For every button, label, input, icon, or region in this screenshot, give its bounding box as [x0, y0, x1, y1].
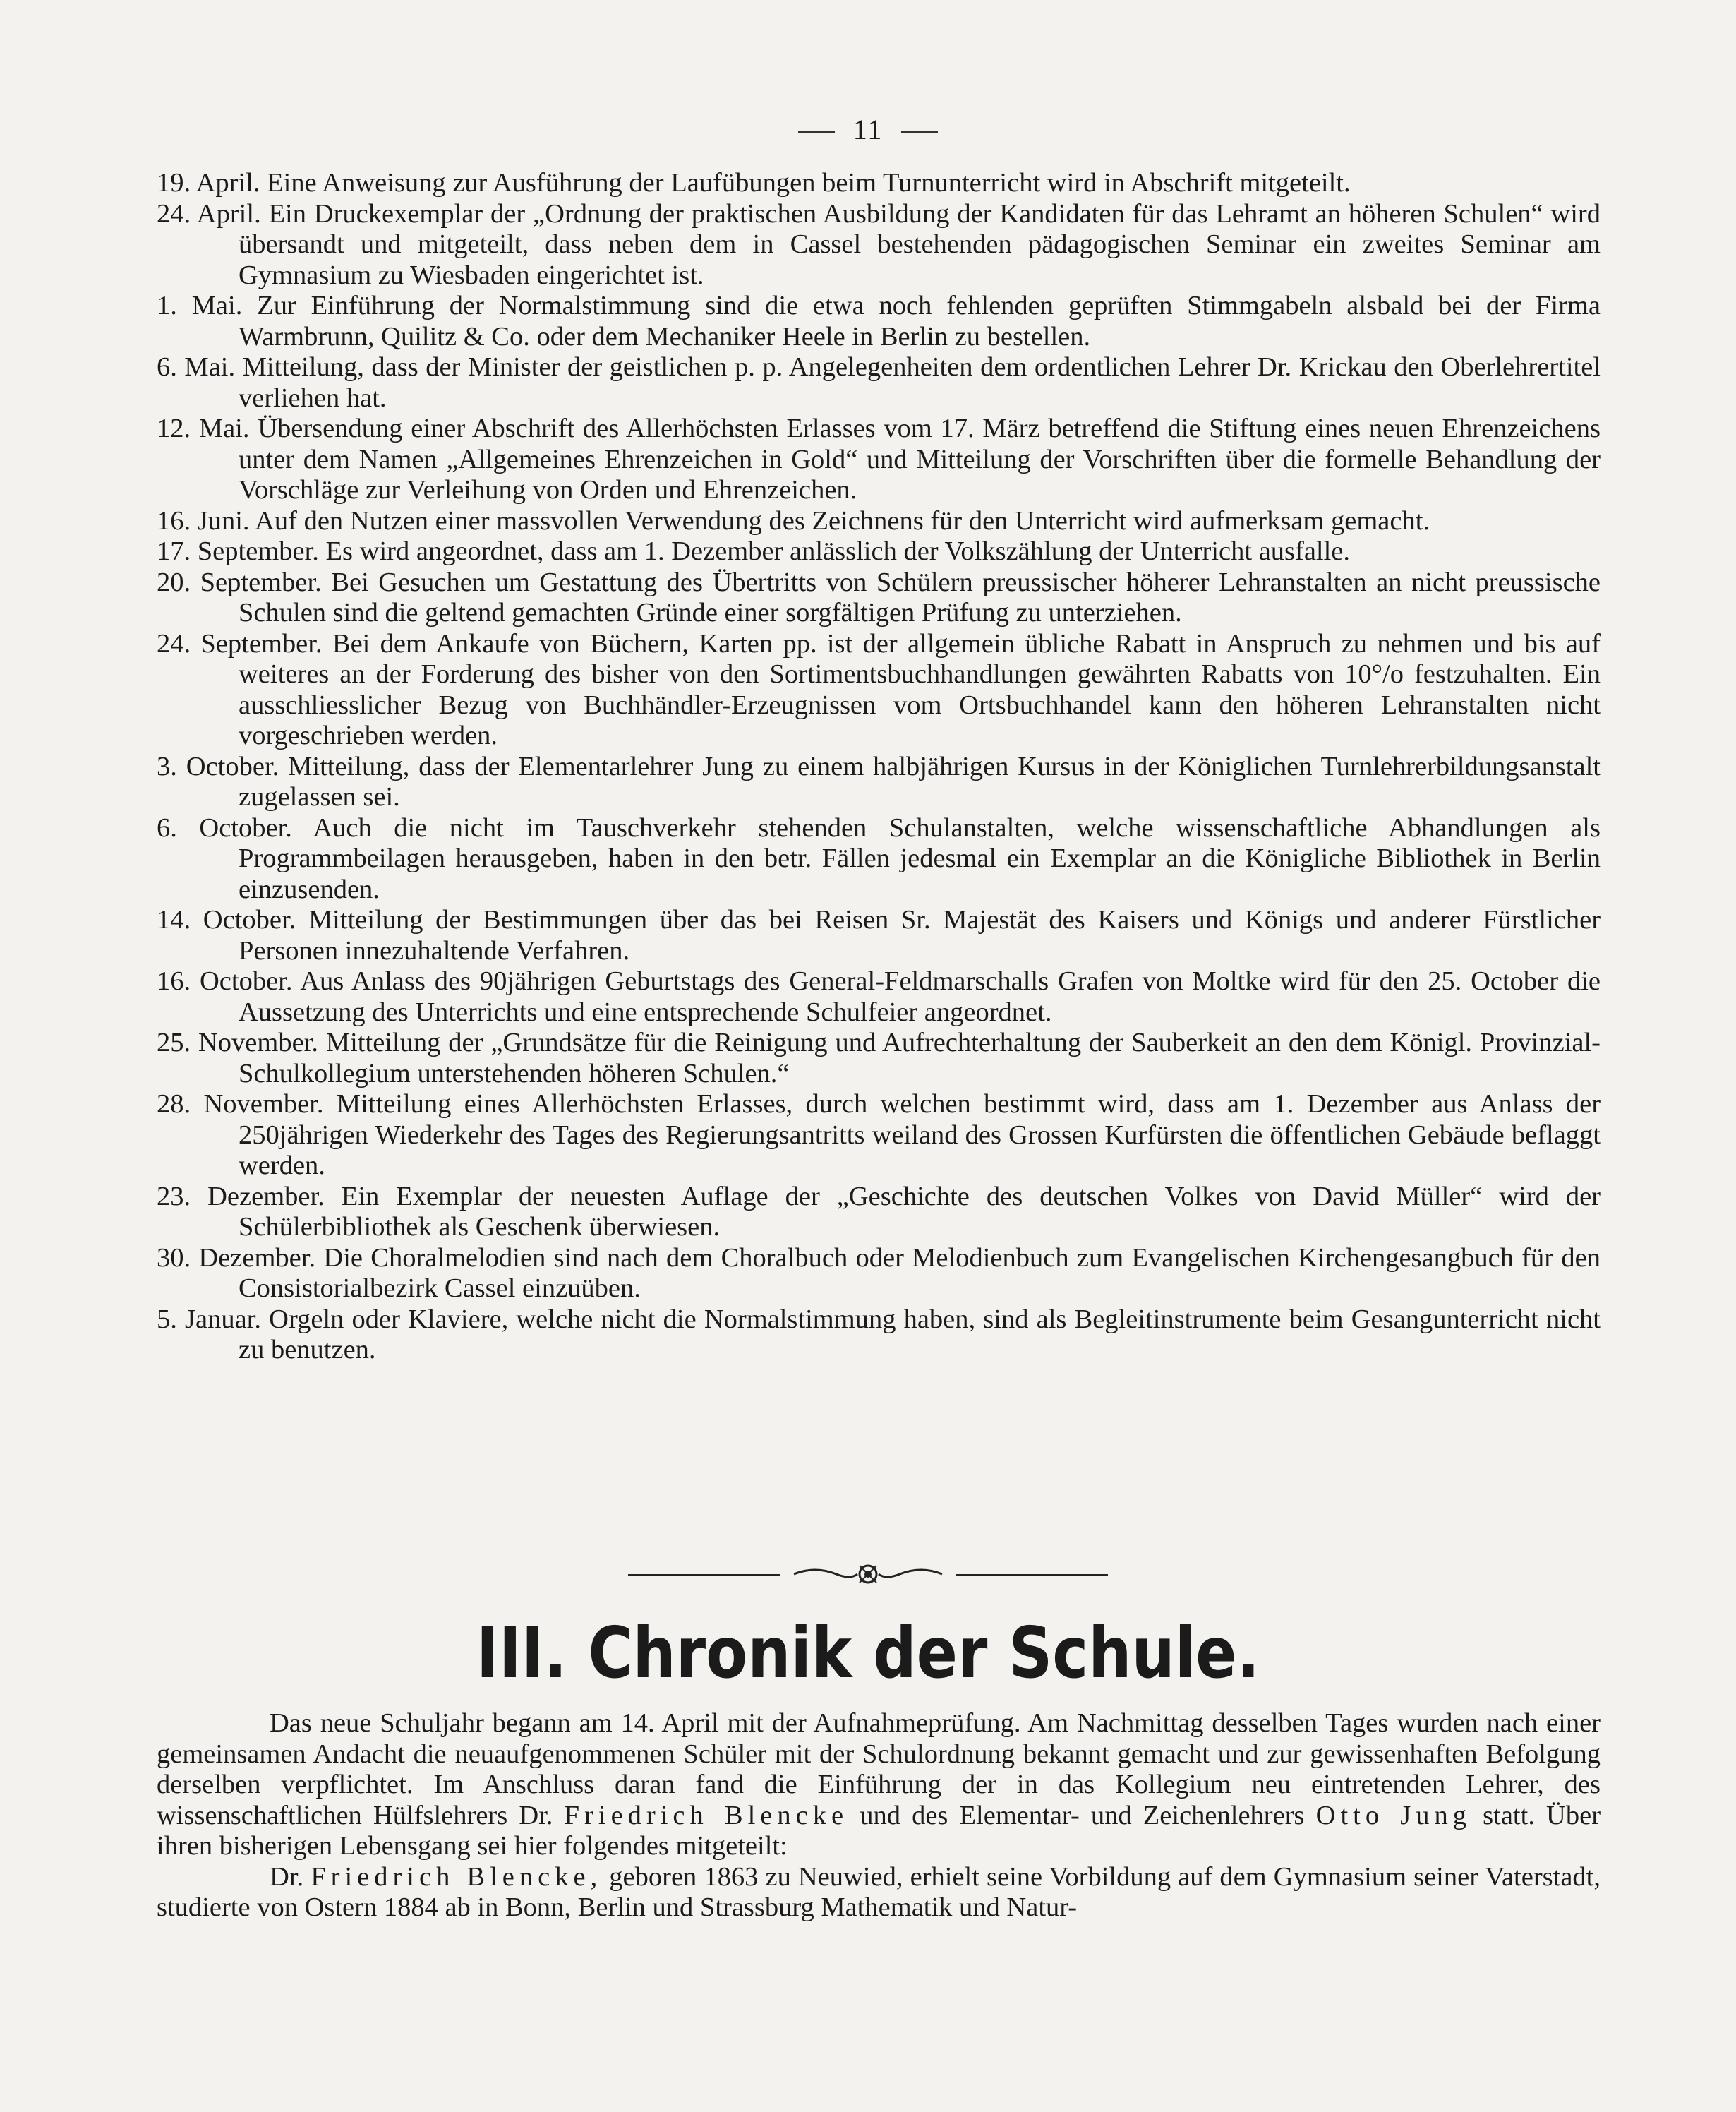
- page-number: [0, 113, 1736, 146]
- decree-entry: [157, 199, 1601, 292]
- decree-entry: [157, 905, 1601, 966]
- ornament-divider: [628, 1560, 1108, 1588]
- chronicle-p2-part-a: Dr.: [270, 1861, 304, 1892]
- decree-text: Aus Anlass des 90jährigen Geburtstags des General-Feldmarschalls Grafen von Moltke wird für den 25. October die Aussetzung des Unterrichts und eine entsprechende Schulfeier angeordnet.: [239, 966, 1601, 1027]
- chronicle-paragraph-2: [157, 1862, 1601, 1924]
- decree-text: Mitteilung, dass der Elementarlehrer Jung zu einem halbjährigen Kursus in der Königlichen Turnlehrerbildungsanstalt zugelassen sei.: [239, 751, 1601, 812]
- page-number-dash-right: [901, 131, 938, 133]
- decree-entry: [157, 1182, 1601, 1243]
- decree-date: 5. Januar.: [157, 1304, 261, 1334]
- decree-entry: [157, 1304, 1601, 1366]
- decree-entry: [157, 414, 1601, 506]
- decree-text: Mitteilung, dass der Minister der geistlichen p. p. Angelegenheiten dem ordentlichen Lehrer Dr. Krickau den Oberlehrertitel verliehen hat.: [239, 352, 1601, 413]
- decree-date: 17. September.: [157, 536, 319, 566]
- decree-text: Auch die nicht im Tauschverkehr stehenden Schulanstalten, welche wissenschaftliche Abhandlungen als Programmbeilagen herausgeben, haben in den betr. Fällen jedesmal ein Exemplar an die Königliche Bibliothek in Berlin einzusenden.: [239, 812, 1601, 904]
- decree-date: 3. October.: [157, 751, 279, 781]
- decree-date: 16. October.: [157, 966, 293, 996]
- decree-entry: [157, 352, 1601, 414]
- decree-date: 19. April.: [157, 168, 260, 198]
- decree-text: Bei dem Ankaufe von Büchern, Karten pp. ist der allgemein übliche Rabatt in Anspruch zu nehmen und bis auf weiteres an der Forderung des bisher von den Sortimentsbuchhandlungen gewährten Rabatts von 10°/o festzuhalten. Ein ausschliesslicher Bezug von Buchhändler-Erzeugnissen vom Ortsbuchhandel kann den höheren Lehranstalten nicht vorgeschrieben werden.: [239, 628, 1601, 750]
- chronicle-paragraph-1: [157, 1708, 1601, 1862]
- decree-text: Mitteilung eines Allerhöchsten Erlasses, durch welchen bestimmt wird, dass am 1. Dezember aus Anlass der 250jährigen Wiederkehr des Tages des Regierungsantritts weiland des Grossen Kurfürsten die öffentlichen Gebäude beflaggt werden.: [239, 1089, 1601, 1180]
- decree-entry: [157, 1028, 1601, 1089]
- decree-date: 23. Dezember.: [157, 1181, 325, 1211]
- decree-date: 1. Mai.: [157, 291, 243, 320]
- decree-date: 24. April.: [157, 198, 261, 229]
- decree-text: Ein Exemplar der neuesten Auflage der „Geschichte des deutschen Volkes von David Müller“ wird der Schülerbibliothek als Geschenk überwiesen.: [239, 1181, 1601, 1242]
- decree-text: Orgeln oder Klaviere, welche nicht die Normalstimmung haben, sind als Begleitinstrumente beim Gesangunterricht nicht zu benutzen.: [239, 1304, 1601, 1364]
- decree-text: Bei Gesuchen um Gestattung des Übertritts von Schülern preussischer höherer Lehranstalten an nicht preussische Schulen sind die geltend gemachten Gründe einer sorgfältigen Prüfung zu unterziehen.: [239, 567, 1601, 628]
- decree-entry: [157, 752, 1601, 813]
- chronicle-p1-part-b: und des Elementar- und Zeichenlehrers: [860, 1800, 1305, 1830]
- decree-entry: [157, 813, 1601, 906]
- divider-rule-right: [956, 1574, 1108, 1576]
- section-title: III. Chronik der Schule.: [476, 1612, 1260, 1694]
- decree-text: Eine Anweisung zur Ausführung der Laufübungen beim Turnunterricht wird in Abschrift mitgeteilt.: [267, 168, 1351, 198]
- teacher-name-jung: Otto Jung: [1315, 1800, 1471, 1830]
- divider-rule-left: [628, 1574, 780, 1576]
- decree-date: 12. Mai.: [157, 414, 250, 443]
- decree-entry: [157, 291, 1601, 352]
- decree-text: Übersendung einer Abschrift des Allerhöchsten Erlasses vom 17. März betreffend die Stiftung eines neuen Ehrenzeichens unter dem Namen „Allgemeines Ehrenzeichen in Gold“ und Mitteilung der Vorschriften über die formelle Behandlung der Vorschläge zur Verleihung von Orden und Ehrenzeichen.: [239, 414, 1601, 505]
- flourish-svg: [787, 1560, 949, 1588]
- decree-entry: [157, 1243, 1601, 1304]
- decree-date: 24. September.: [157, 628, 323, 659]
- decree-entry: [157, 568, 1601, 629]
- decree-date: 20. September.: [157, 567, 322, 597]
- decree-date: 16. Juni.: [157, 505, 250, 536]
- teacher-name-blencke-bio: Friedrich Blencke,: [311, 1861, 603, 1892]
- decree-entry: [157, 536, 1601, 568]
- decree-text: Mitteilung der „Grundsätze für die Reinigung und Aufrechterhaltung der Sauberkeit an den dem Königl. Provinzial-Schulkollegium unterstehenden höheren Schulen.“: [239, 1028, 1601, 1088]
- decree-date: 6. October.: [157, 812, 292, 843]
- decree-text: Auf den Nutzen einer massvollen Verwendung des Zeichnens für den Unterricht wird aufmerksam gemacht.: [255, 505, 1430, 536]
- decree-entry: [157, 506, 1601, 537]
- decree-text: Die Choralmelodien sind nach dem Choralbuch oder Melodienbuch zum Evangelischen Kirchengesangbuch für den Consistorialbezirk Cassel einzuüben.: [239, 1242, 1601, 1303]
- decree-entry: [157, 629, 1601, 752]
- decree-date: 30. Dezember.: [157, 1242, 316, 1273]
- decree-date: 6. Mai.: [157, 352, 236, 382]
- decree-date: 28. November.: [157, 1089, 324, 1119]
- decree-list: [157, 168, 1601, 1366]
- page-number-dash-left: [798, 131, 835, 133]
- chronicle-p1-part-c: statt. Über ihren bisherigen Lebensgang sei hier folgendes mitgeteilt:: [157, 1800, 1601, 1861]
- chronicle-p2-part-b: geboren 1863 zu Neuwied, erhielt seine Vorbildung auf dem Gymnasium seiner Vaterstadt, studierte von Ostern 1884 ab in Bonn, Berlin und Strassburg Mathematik und Natur-: [157, 1861, 1601, 1922]
- chronicle-text: [157, 1708, 1601, 1924]
- decree-date: 14. October.: [157, 905, 296, 935]
- decree-entry: [157, 1089, 1601, 1182]
- decree-entry: [157, 966, 1601, 1028]
- decree-text: Mitteilung der Bestimmungen über das bei Reisen Sr. Majestät des Kaisers und Königs und anderer Fürstlicher Personen innezuhaltende Verfahren.: [239, 905, 1601, 966]
- decree-text: Es wird angeordnet, dass am 1. Dezember anlässlich der Volkszählung der Unterricht ausfalle.: [325, 536, 1351, 566]
- page-number-text: 11: [852, 114, 884, 145]
- flourish-icon: [787, 1560, 949, 1595]
- decree-date: 25. November.: [157, 1028, 318, 1057]
- decree-entry: [157, 168, 1601, 199]
- chronicle-p1-part-a: Das neue Schuljahr begann am 14. April mit der Aufnahmeprüfung. Am Nachmittag desselben Tages wurden nach einer gemeinsamen Andacht die neuaufgenommenen Schüler mit der Schulordnung bekannt gemacht und zur gewissenhaften Befolgung derselben verpflichtet. Im Anschluss daran fand die Einführung der in das Kollegium neu eintretenden Lehrer, des wissenschaftlichen Hülfslehrers Dr.: [157, 1708, 1601, 1830]
- teacher-name-blencke: Friedrich Blencke: [564, 1800, 849, 1830]
- decree-text: Ein Druckexemplar der „Ordnung der praktischen Ausbildung der Kandidaten für das Lehramt an höheren Schulen“ wird übersandt und mitgeteilt, dass neben dem in Cassel bestehenden pädagogischen Seminar ein zweites Seminar am Gymnasium zu Wiesbaden eingerichtet ist.: [239, 198, 1601, 290]
- decree-text: Zur Einführung der Normalstimmung sind die etwa noch fehlenden geprüften Stimmgabeln alsbald bei der Firma Warmbrunn, Quilitz & Co. oder dem Mechaniker Heele in Berlin zu bestellen.: [239, 291, 1601, 352]
